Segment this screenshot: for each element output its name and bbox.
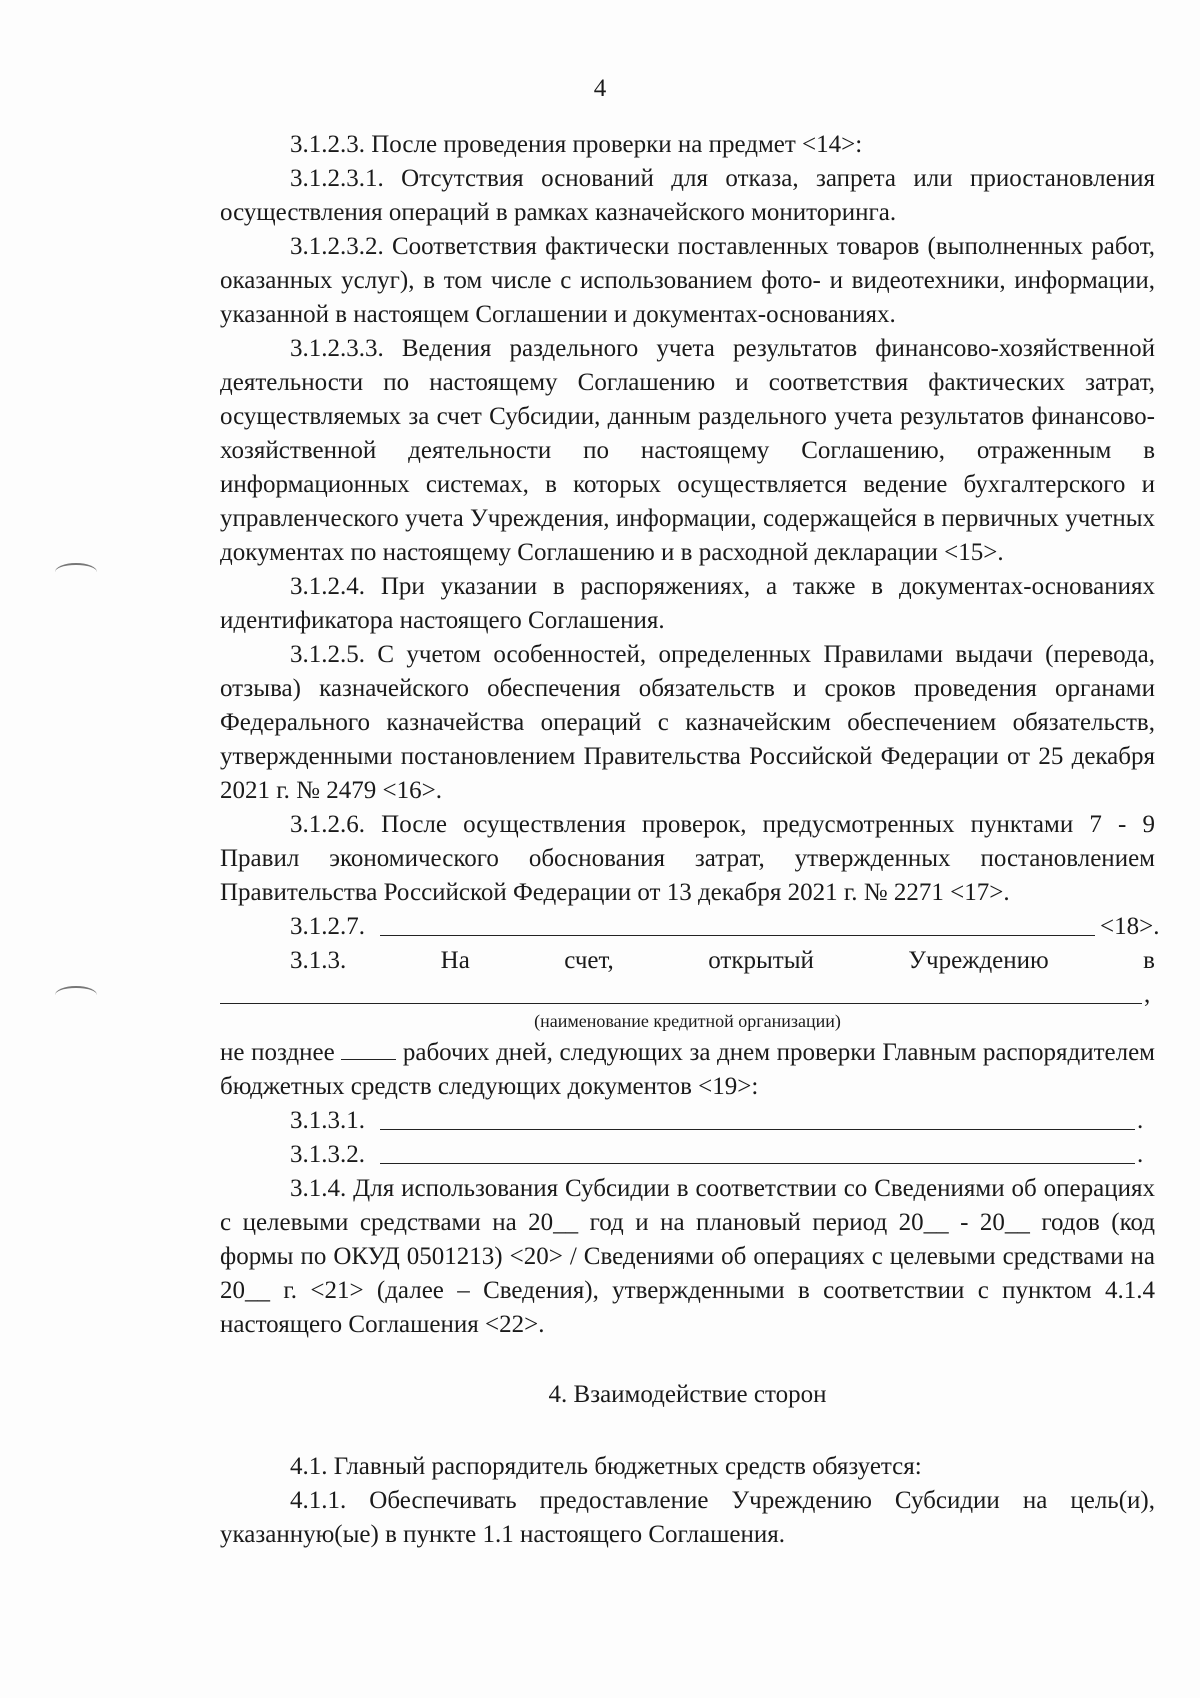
period: .: [1137, 1107, 1144, 1134]
item-3-1-3-word: 3.1.3.: [290, 947, 347, 974]
paragraph-3-1-2-3-2: 3.1.2.3.2. Соответствия фактически поставленных товаров (выполненных работ, оказанных услуг), в том числе с использованием фото- и видеотехники, информации, указанной в настоящем Соглашении и документах-основаниях.: [220, 233, 1155, 328]
paragraph-3-1-3-body: [220, 1036, 1155, 1104]
bank-name-caption: (наименование кредитной организации): [534, 1011, 841, 1031]
paragraph-3-1-2-4: 3.1.2.4. При указании в распоряжениях, а также в документах-основаниях идентификатора настоящего Соглашения.: [220, 573, 1155, 634]
item-3-1-3-word: Учреждению: [908, 947, 1049, 974]
punch-hole-mark: [55, 986, 97, 1004]
item-3-1-3-2: [220, 1138, 1155, 1172]
blank-line: [380, 1162, 1135, 1164]
document-body: [220, 128, 1160, 1552]
paragraph-3-1-4: 3.1.4. Для использования Субсидии в соответствии со Сведениями об операциях с целевыми средствами на 20__ год и на плановый период 20__ - 20__ годов (код формы по ОКУД 0501213) <20> / Сведениями об операциях с целевыми средствами на 20__ г. <21> (далее – Сведения), утвержденными в соответствии с пунктом 4.1.4 настоящего Соглашения <22>.: [220, 1175, 1155, 1338]
paragraph-3-1-2-5: 3.1.2.5. С учетом особенностей, определенных Правилами выдачи (перевода, отзыва) казначейского обеспечения обязательств и сроков проведения органами Федерального казначейства операций с казначейским обеспечением обязательств, утвержденными постановлением Правительства Российской Федерации от 25 декабря 2021 г. № 2479 <16>.: [220, 641, 1155, 804]
period: .: [1137, 1141, 1144, 1168]
item-3-1-2-7: [220, 910, 1160, 944]
days-blank: [341, 1041, 396, 1060]
item-3-1-3-2-label: 3.1.3.2.: [290, 1141, 365, 1168]
section-title: 4. Взаимодействие сторон: [548, 1381, 827, 1408]
paragraph-3-1-2-3-3: 3.1.2.3.3. Ведения раздельного учета результатов финансово-хозяйственной деятельности по настоящему Соглашению и соответствия фактических затрат, осуществляемых за счет Субсидии, данным раздельного учета результатов финансово-хозяйственной деятельности по настоящему Соглашению, отраженным в информационных системах, в которых осуществляется ведение бухгалтерского и управленческого учета Учреждения, информации, содержащейся в первичных учетных документах по настоящему Соглашению и в расходной декларации <15>.: [220, 335, 1155, 566]
paragraph-4-1-1: 4.1.1. Обеспечивать предоставление Учреждению Субсидии на цель(и), указанную(ые) в пункте 1.1 настоящего Соглашения.: [220, 1487, 1155, 1548]
text-before-blank: не позднее: [220, 1039, 335, 1066]
item-3-1-3-first-line: [220, 944, 1155, 978]
punch-hole-mark: [55, 563, 97, 581]
paragraph-3-1-2-3-1: 3.1.2.3.1. Отсутствия оснований для отказа, запрета или приостановления осуществления операций в рамках казначейского мониторинга.: [220, 165, 1155, 226]
text-after-blank: рабочих дней, следующих за днем проверки Главным распорядителем бюджетных средств следующих документов <19>:: [220, 1039, 1155, 1100]
paragraph-4-1: 4.1. Главный распорядитель бюджетных средств обязуется:: [290, 1453, 922, 1480]
item-3-1-3-word: счет,: [564, 947, 614, 974]
blank-line: [380, 1128, 1135, 1130]
paragraph-3-1-2-3: 3.1.2.3. После проведения проверки на предмет <14>:: [290, 131, 863, 158]
item-3-1-3-word: На: [440, 947, 470, 974]
item-3-1-3-1-label: 3.1.3.1.: [290, 1107, 365, 1134]
bank-name-blank-line: [220, 978, 1155, 1012]
comma: ,: [1144, 981, 1151, 1008]
blank-line: [220, 1002, 1142, 1004]
item-3-1-3-1: [220, 1104, 1155, 1138]
item-3-1-3-word: в: [1143, 947, 1155, 974]
item-3-1-2-7-ref: <18>.: [1100, 913, 1160, 940]
item-3-1-2-7-label: 3.1.2.7.: [290, 913, 365, 940]
blank-line: [380, 934, 1095, 936]
page-number: 4: [593, 75, 607, 102]
paragraph-3-1-2-6: 3.1.2.6. После осуществления проверок, предусмотренных пунктами 7 - 9 Правил экономического обоснования затрат, утвержденных постановлением Правительства Российской Федерации от 13 декабря 2021 г. № 2271 <17>.: [220, 811, 1155, 906]
item-3-1-3-word: открытый: [708, 947, 814, 974]
